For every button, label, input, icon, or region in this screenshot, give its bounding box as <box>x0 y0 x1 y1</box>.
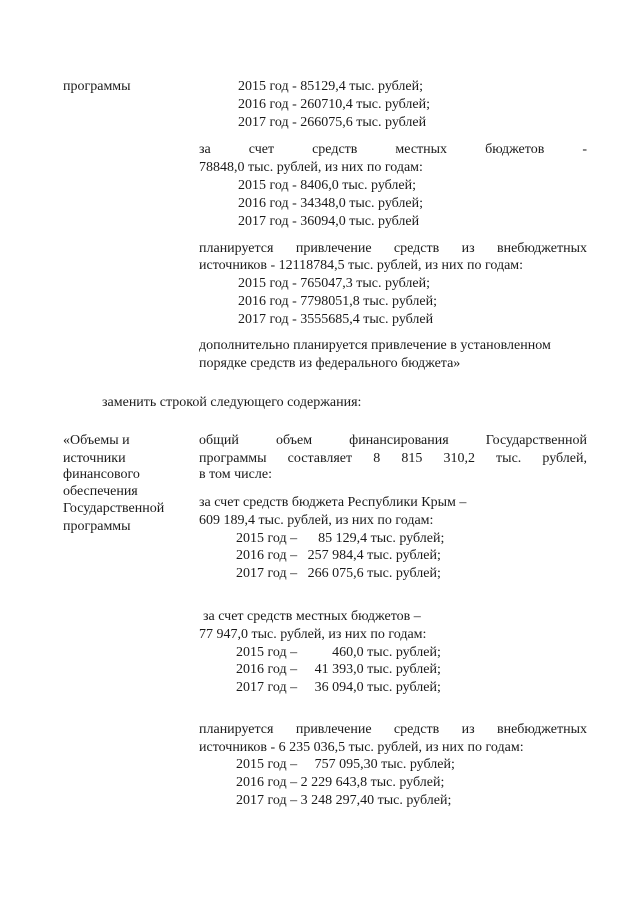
new-left-label-line: обеспечения <box>63 484 138 499</box>
old-left-label: программы <box>63 79 131 94</box>
new-left-label-line: источники <box>63 451 126 466</box>
old-extra-year: 2015 год - 765047,3 тыс. рублей; <box>238 276 431 291</box>
old-extra-intro-2: источников - 12118784,5 тыс. рублей, из них по годам: <box>199 258 524 273</box>
old-extra-intro: планируется привлечение средств из внебюджетных <box>199 241 587 256</box>
new-extra-year: 2016 год – 2 229 643,8 тыс. рублей; <box>236 775 445 790</box>
old-extra-year: 2016 год - 7798051,8 тыс. рублей; <box>238 294 438 309</box>
old-extra-year: 2017 год - 3555685,4 тыс. рублей <box>238 312 434 327</box>
old-local-intro: за счет средств местных бюджетов - <box>199 142 587 157</box>
new-total-line: программы составляет 8 815 310,2 тыс. рублей, <box>199 451 587 466</box>
new-local-year: 2017 год – 36 094,0 тыс. рублей; <box>236 680 441 695</box>
new-total-line: общий объем финансирования Государственной <box>199 433 587 448</box>
replace-instruction: заменить строкой следующего содержания: <box>102 395 362 410</box>
old-local-year: 2015 год - 8406,0 тыс. рублей; <box>238 178 417 193</box>
new-left-label-line: Государственной <box>63 501 165 516</box>
new-crimea-intro-2: 609 189,4 тыс. рублей, из них по годам: <box>199 513 434 528</box>
new-local-year: 2015 год – 460,0 тыс. рублей; <box>236 645 441 660</box>
new-crimea-intro: за счет средств бюджета Республики Крым – <box>199 495 467 510</box>
old-year-line: 2015 год - 85129,4 тыс. рублей; <box>238 79 424 94</box>
old-year-line: 2016 год - 260710,4 тыс. рублей; <box>238 97 431 112</box>
new-extra-year: 2017 год – 3 248 297,40 тыс. рублей; <box>236 793 452 808</box>
old-federal-line: дополнительно планируется привлечение в установленном <box>199 338 551 353</box>
new-local-intro: за счет средств местных бюджетов – <box>203 609 421 624</box>
new-left-label-line: «Объемы и <box>63 433 130 448</box>
old-local-intro-2: 78848,0 тыс. рублей, из них по годам: <box>199 160 423 175</box>
old-local-year: 2016 год - 34348,0 тыс. рублей; <box>238 196 424 211</box>
old-federal-line: порядке средств из федерального бюджета» <box>199 356 461 371</box>
new-crimea-year: 2017 год – 266 075,6 тыс. рублей; <box>236 566 441 581</box>
new-crimea-year: 2016 год – 257 984,4 тыс. рублей; <box>236 548 441 563</box>
new-total-line: в том числе: <box>199 467 272 482</box>
new-extra-intro-2: источников - 6 235 036,5 тыс. рублей, из них по годам: <box>199 740 524 755</box>
new-local-year: 2016 год – 41 393,0 тыс. рублей; <box>236 662 441 677</box>
new-extra-year: 2015 год – 757 095,30 тыс. рублей; <box>236 757 455 772</box>
new-local-intro-2: 77 947,0 тыс. рублей, из них по годам: <box>199 627 427 642</box>
new-left-label-line: финансового <box>63 467 140 482</box>
new-extra-intro: планируется привлечение средств из внебюджетных <box>199 722 587 737</box>
new-crimea-year: 2015 год – 85 129,4 тыс. рублей; <box>236 531 445 546</box>
old-year-line: 2017 год - 266075,6 тыс. рублей <box>238 115 427 130</box>
new-left-label-line: программы <box>63 519 131 534</box>
old-local-year: 2017 год - 36094,0 тыс. рублей <box>238 214 420 229</box>
